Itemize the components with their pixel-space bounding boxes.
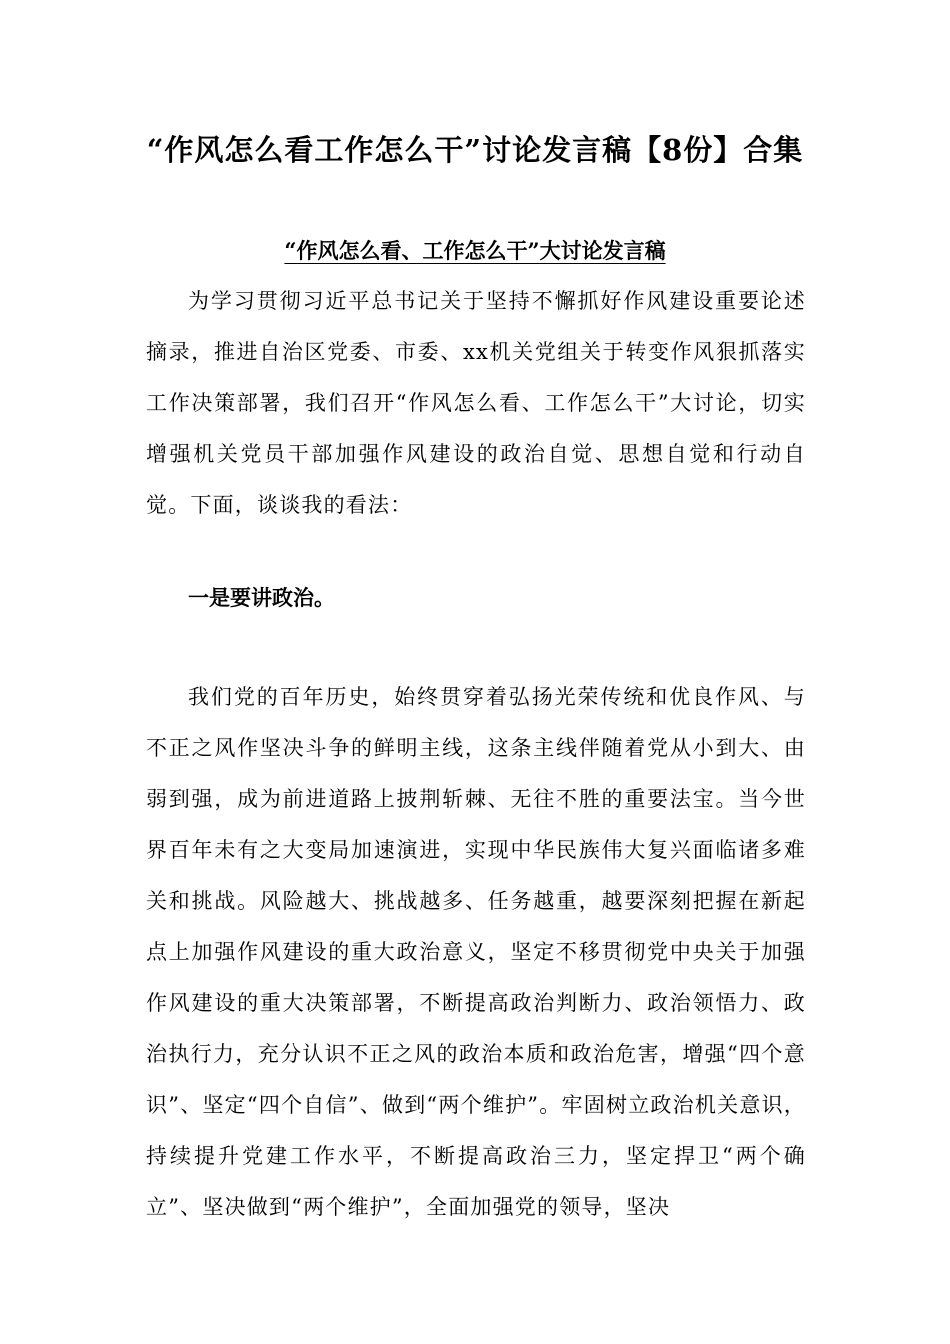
body-paragraph: 我们党的百年历史，始终贯穿着弘扬光荣传统和优良作风、与不正之风作坚决斗争的鲜明主线，这条主线伴随着党从小到大、由弱到强，成为前进道路上披荆斩棘、无往不胜的重要法宝。当今世界百年未有之大变局加速演进，实现中华民族伟大复兴面临诸多难关和挑战。风险越大、挑战越多、任务越重，越要深刻把握在新起点上加强作风建设的重大政治意义，坚定不移贯彻党中央关于加强作风建设的重大决策部署，不断提高政治判断力、政治领悟力、政治执行力，充分认识不正之风的政治本质和政治危害，增强“四个意识”、坚定“四个自信”、做到“两个维护”。牢固树立政治机关意识，持续提升党建工作水平，不断提高政治三力，坚定捍卫“两个确立”、坚决做到“两个维护”，全面加强党的领导，坚决 — [146, 685, 806, 1219]
document-title: “作风怎么看工作怎么干”讨论发言稿【8份】合集 — [146, 133, 804, 167]
point-heading: 一是要讲政治。 — [188, 585, 335, 610]
section-title — [0, 236, 950, 266]
section-title-text: “作风怎么看、工作怎么干”大讨论发言稿 — [284, 238, 666, 263]
intro-paragraph: 为学习贯彻习近平总书记关于坚持不懈抓好作风建设重要论述摘录，推进自治区党委、市委、xx机关党组关于转变作风狠抓落实工作决策部署，我们召开“作风怎么看、工作怎么干”大讨论，切实增强机关党员干部加强作风建设的政治自觉、思想自觉和行动自觉。下面，谈谈我的看法： — [146, 289, 806, 517]
